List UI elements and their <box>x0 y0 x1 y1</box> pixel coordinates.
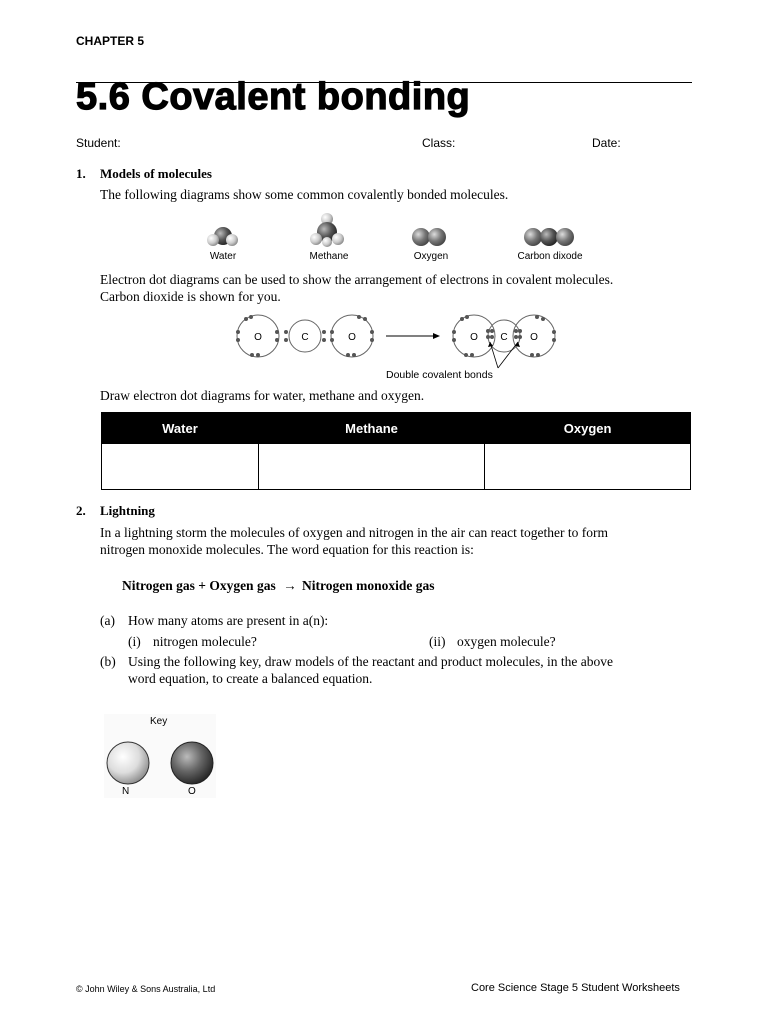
footer-copyright: © John Wiley & Sons Australia, Ltd <box>76 984 216 994</box>
q1-number: 1. <box>76 166 86 181</box>
part-b-line1: Using the following key, draw models of the reactant and product molecules, in the above <box>128 654 613 669</box>
molecule-label-oxygen: Oxygen <box>413 251 449 262</box>
methane-model <box>310 213 344 247</box>
table-header-oxygen: Oxygen <box>485 413 691 444</box>
double-bonds-caption: Double covalent bonds <box>386 369 493 381</box>
oxygen-model <box>412 228 446 246</box>
key-label-o: O <box>188 786 196 797</box>
dot-atom-o-right-after: O <box>530 332 538 343</box>
answer-cell-water[interactable] <box>102 444 259 490</box>
dot-atom-o-right-before: O <box>348 332 356 343</box>
dot-atom-c-before: C <box>301 332 309 343</box>
q1-heading: Models of molecules <box>100 166 212 181</box>
q1-dot-intro-line2: Carbon dioxide is shown for you. <box>100 289 281 304</box>
chapter-label: CHAPTER 5 <box>76 34 145 48</box>
water-model <box>207 227 238 246</box>
carbon-dioxide-model <box>524 228 574 246</box>
dot-atom-c-after: C <box>500 332 508 343</box>
dot-atom-o-left-after: O <box>470 332 478 343</box>
key-label-n: N <box>122 786 130 797</box>
molecule-label-water: Water <box>209 251 237 262</box>
word-equation <box>122 578 434 594</box>
nitrogen-key-ball <box>107 742 149 784</box>
table-header-methane: Methane <box>258 413 484 444</box>
answer-table <box>101 412 691 490</box>
part-a-ii-label: (ii) <box>429 634 446 649</box>
q2-heading: Lightning <box>100 503 155 518</box>
part-a-label: (a) <box>100 613 115 628</box>
part-b-line2: word equation, to create a balanced equation. <box>128 671 373 686</box>
answer-cell-methane[interactable] <box>258 444 484 490</box>
q1-intro: The following diagrams show some common covalently bonded molecules. <box>100 187 509 202</box>
dot-atom-o-left-before: O <box>254 332 262 343</box>
part-a-ii-text: oxygen molecule? <box>457 634 556 649</box>
key-figure <box>104 714 216 798</box>
q2-intro-line2: nitrogen monoxide molecules. The word equation for this reaction is: <box>100 542 474 557</box>
oxygen-key-ball <box>171 742 213 784</box>
part-a-text: How many atoms are present in a(n): <box>128 613 329 628</box>
molecule-label-carbon-dioxide: Carbon dixode <box>517 251 583 262</box>
footer-book-title: Core Science Stage 5 Student Worksheets <box>471 982 680 994</box>
q2-number: 2. <box>76 503 86 518</box>
part-b-label: (b) <box>100 654 116 669</box>
page-title: 5.6 Covalent bonding <box>76 76 471 118</box>
class-label: Class: <box>422 136 456 150</box>
key-title: Key <box>150 716 168 727</box>
date-label: Date: <box>592 136 621 150</box>
table-header-water: Water <box>102 413 259 444</box>
answer-table-header-row <box>102 413 691 444</box>
part-a-i-label: (i) <box>128 634 141 649</box>
equation-reactants: Nitrogen gas + Oxygen gas <box>122 578 276 593</box>
q1-dot-intro-line1: Electron dot diagrams can be used to show the arrangement of electrons in covalent molecules. <box>100 272 614 287</box>
equation-product: Nitrogen monoxide gas <box>301 578 435 593</box>
answer-table-row <box>102 444 691 490</box>
equation-arrow: → <box>283 578 297 593</box>
answer-cell-oxygen[interactable] <box>485 444 691 490</box>
student-label: Student: <box>76 136 121 150</box>
part-a-i-text: nitrogen molecule? <box>153 634 257 649</box>
q2-intro-line1: In a lightning storm the molecules of oxygen and nitrogen in the air can react together to form <box>100 525 608 540</box>
q1-draw-instruction: Draw electron dot diagrams for water, methane and oxygen. <box>100 388 425 403</box>
molecule-label-methane: Methane <box>309 251 349 262</box>
